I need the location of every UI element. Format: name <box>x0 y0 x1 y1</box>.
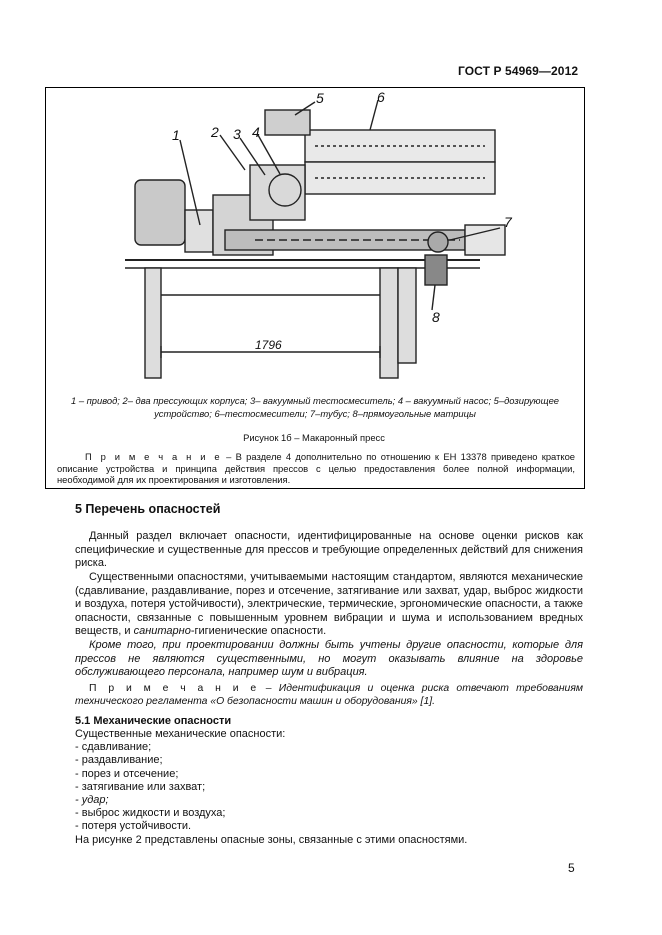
legend-line-2: устройство; 6–тестосмесители; 7–тубус; 8–прямоугольные матрицы <box>154 407 476 419</box>
callout-3: 3 <box>233 126 241 142</box>
paragraph-2-italic: санитарно <box>133 625 191 637</box>
callout-2: 2 <box>211 124 219 140</box>
figure-note-text: – В разделе 4 дополнительно по отношению к ЕН 13378 приведено краткое описание устройства и принципа действия прессов с целью предоставления более полной информации, необходимой для их проектирования и изготовления. <box>57 451 575 485</box>
list-item: - потеря устойчивости. <box>75 820 192 833</box>
list-item: - затягивание или захват; <box>75 780 206 793</box>
list-item: - сдавливание; <box>75 741 152 754</box>
paragraph-2-text-a: Существенными опасностями, учитываемыми настоящим стандартом, являются механические (сдавливание, раздавливание, порез и отсечение, затягивание или захват, удар, выброс жидкости и воздуха, потеря устойчивости), электрические, термические, эргономические опасности, а также опасности, связанные с повышенным уровнем вибрации и шума и использованием вредных веществ, и <box>75 571 583 637</box>
figure-note-label: П р и м е ч а н и е <box>85 451 222 462</box>
callout-5: 5 <box>316 90 324 106</box>
callout-8: 8 <box>432 309 440 325</box>
frame-leg <box>145 268 161 378</box>
tube <box>428 232 448 252</box>
callout-6: 6 <box>377 90 385 105</box>
figure-note <box>57 451 575 486</box>
callout-4: 4 <box>252 124 260 140</box>
callout-1: 1 <box>172 127 180 143</box>
callout-7: 7 <box>504 214 512 230</box>
section-5-note-label: П р и м е ч а н и е <box>89 683 259 694</box>
figure-title: Рисунок 1б – Макаронный пресс <box>243 432 385 443</box>
drive-motor <box>135 180 185 245</box>
pasta-press-drawing <box>80 90 550 390</box>
section-5-note-text: – Идентификация и оценка риска отвечают требованиям технического регламента «О безопасности машин и оборудования» [1]. <box>75 683 583 707</box>
standard-header: ГОСТ Р 54969—2012 <box>458 64 579 78</box>
legend-line-1: 1 – привод; 2– два прессующих корпуса; 3– вакуумный тестосмеситель; 4 – вакуумный насос; 5–дозирующее <box>71 395 559 406</box>
paragraph-2-text-b: -гигиенические опасности. <box>190 625 327 637</box>
list-item: - порез и отсечение; <box>75 767 179 780</box>
section-5-1-heading: 5.1 Механические опасности <box>75 715 232 727</box>
list-intro: Существенные механические опасности: <box>75 728 286 740</box>
rectangular-dies <box>425 255 447 285</box>
section-5-heading: 5 Перечень опасностей <box>75 502 221 516</box>
section-5-paragraph-2 <box>75 571 583 639</box>
section-5-paragraph-1: Данный раздел включает опасности, идентифицированные на основе оценки рисков как специфические и существенные для прессов и требующие определенных действий для снижения риска. <box>75 530 583 569</box>
list-outro: На рисунке 2 представлены опасные зоны, связанные с этими опасностями. <box>75 833 468 846</box>
vacuum-mixer <box>250 165 305 220</box>
list-item: - выброс жидкости и воздуха; <box>75 807 226 820</box>
page-number: 5 <box>568 861 575 875</box>
dosing-device <box>265 110 310 135</box>
list-item: - раздавливание; <box>75 754 163 767</box>
figure-legend <box>57 395 573 420</box>
list-item: - удар; <box>75 794 109 807</box>
mechanical-hazards-list <box>75 728 583 847</box>
section-5-paragraph-3: Кроме того, при проектировании должны быть учтены другие опасности, которые для прессов не являются существенными, но могут оказывать влияние на здоровье обслуживающего персонала, например шум и вибрация. <box>75 639 583 678</box>
dimension-label: 1796 <box>255 338 282 352</box>
frame-leg <box>380 268 398 378</box>
section-5-note <box>75 683 583 708</box>
